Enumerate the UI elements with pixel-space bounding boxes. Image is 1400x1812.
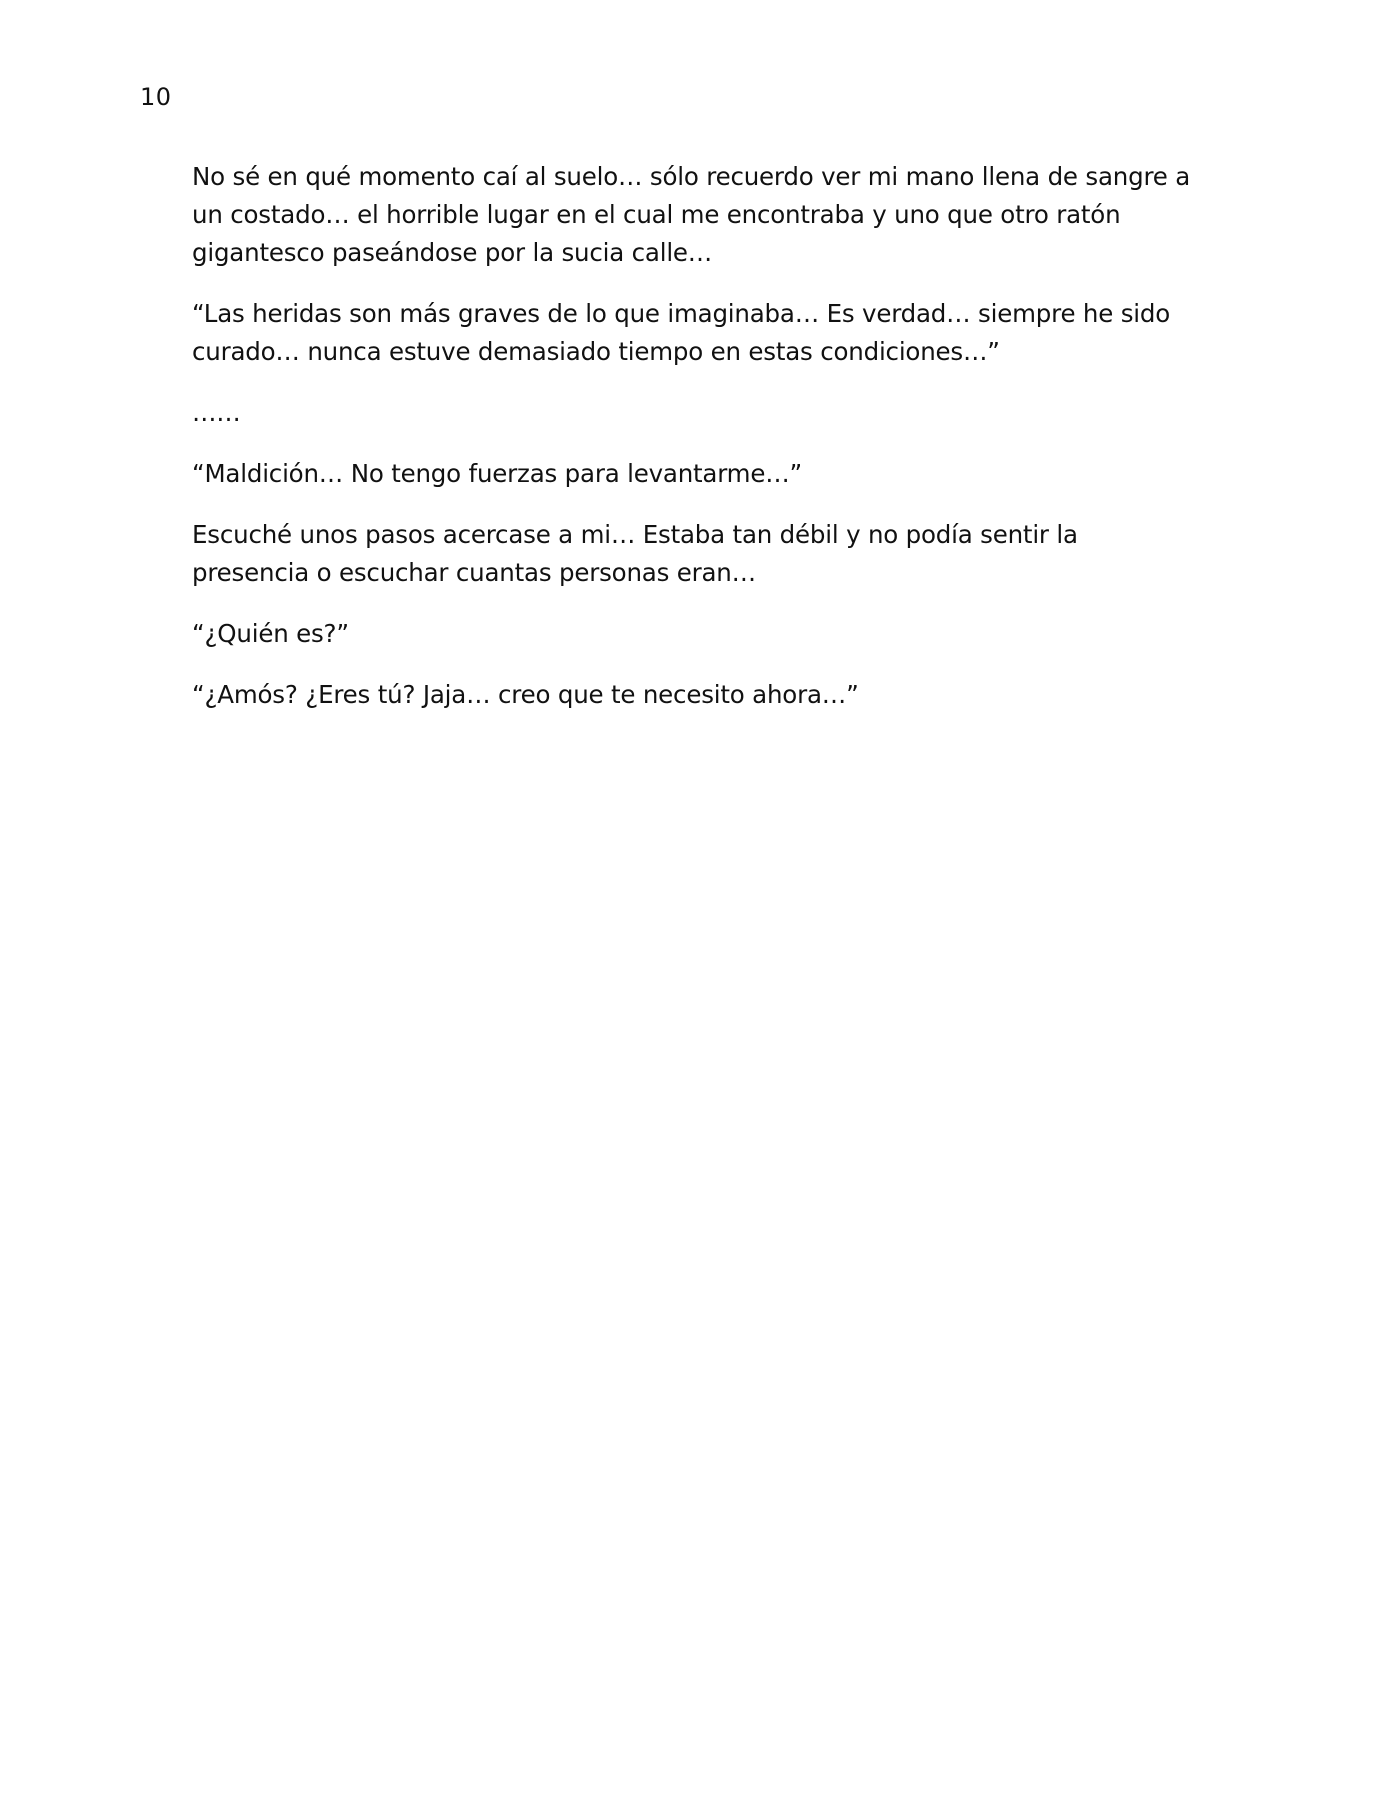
paragraph: “¿Amós? ¿Eres tú? Jaja… creo que te necesito ahora…”	[192, 680, 859, 709]
paragraph: “Las heridas son más graves de lo que imaginaba… Es verdad… siempre he sido curado… nunca estuve demasiado tiempo en estas condiciones…”	[192, 299, 1171, 366]
paragraph: Escuché unos pasos acercase a mi… Estaba tan débil y no podía sentir la presencia o escuchar cuantas personas eran…	[192, 520, 1078, 587]
paragraph: ……	[192, 398, 241, 427]
page-number: 10	[140, 83, 172, 111]
paragraph: No sé en qué momento caí al suelo… sólo recuerdo ver mi mano llena de sangre a un costado… el horrible lugar en el cual me encontraba y uno que otro ratón gigantesco paseándose por la sucia calle…	[192, 162, 1191, 267]
paragraph: “¿Quién es?”	[192, 619, 349, 648]
paragraph: “Maldición… No tengo fuerzas para levantarme…”	[192, 459, 803, 488]
body-text	[192, 158, 1192, 737]
